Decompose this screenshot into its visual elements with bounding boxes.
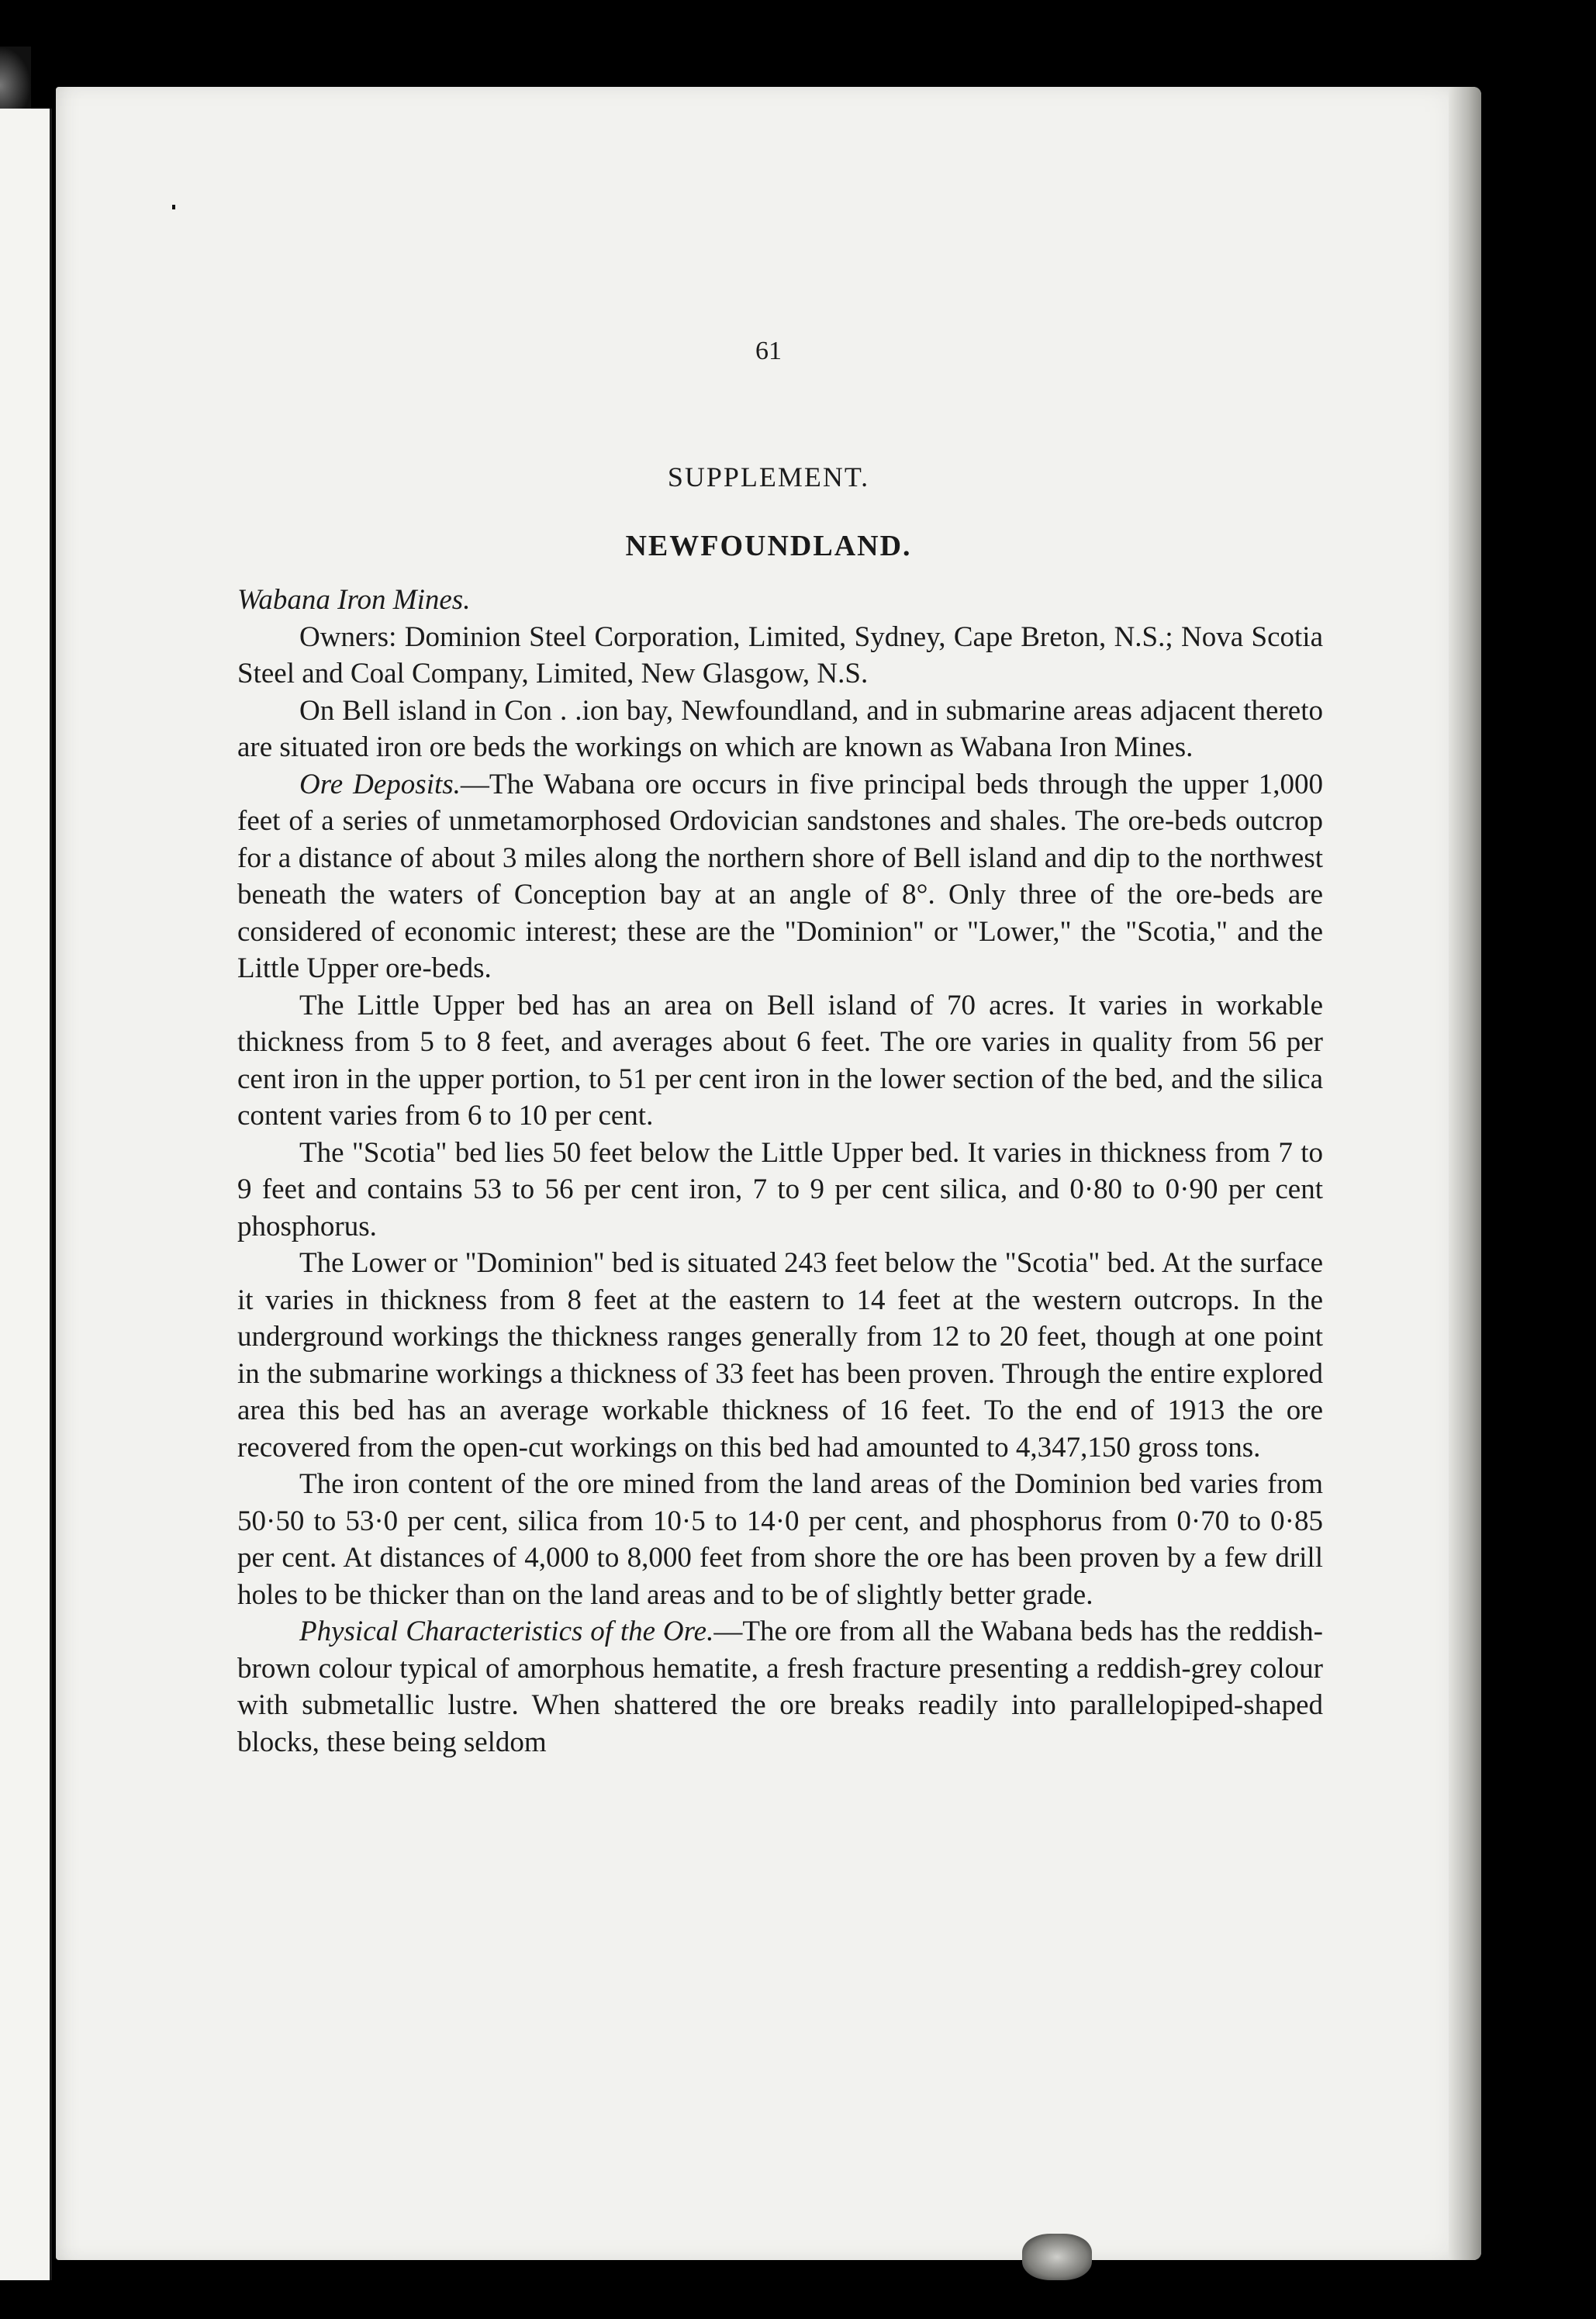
ore-deposits-paragraph [237,766,1323,987]
ore-deposits-heading: Ore Deposits. [299,768,461,800]
ore-deposits-text: —The Wabana ore occurs in five principal beds through the upper 1,000 feet of a series of unmetamorphosed Ordovician sandstones and shales. The ore-beds outcrop for a distance of about 3 miles along the northern shore of Bell island and dip to the northwest beneath the waters of Conception bay at an angle of 8°. Only three of the ore-beds are considered of economic interest; these are the "Dominion" or "Lower," the "Scotia," and the Little Upper ore-beds. [237,768,1323,984]
document-page [56,87,1481,2260]
binding-clip [1022,2234,1092,2280]
speck-mark [172,205,175,209]
country-title: NEWFOUNDLAND. [625,530,912,562]
facing-page-edge [0,109,52,2280]
page-fold-edge [1449,87,1481,2260]
physical-characteristics-heading: Physical Characteristics of the Ore. [299,1616,714,1647]
physical-characteristics-text: —The ore from all the Wabana beds has the reddish-brown colour typical of amorphous hematite, a fresh fracture presenting a reddish-grey colour with submetallic lustre. When shattered the ore breaks readily into parallelopiped-shaped blocks, these being seldom [237,1616,1323,1758]
page-number: 61 [755,337,782,365]
location-paragraph: On Bell island in Con . .ion bay, Newfoundland, and in submarine areas adjacent thereto are situated iron ore beds the workings on which are known as Wabana Iron Mines. [237,694,1323,763]
iron-content-paragraph: The iron content of the ore mined from the land areas of the Dominion bed varies from 50·50 to 53·0 per cent, silica from 10·5 to 14·0 per cent, and phosphorus from 0·70 to 0·85 per cent. At distances of 4,000 to 8,000 feet from shore the ore has been proven by a few drill holes to be thicker than on the land areas and to be of slightly better grade. [237,1468,1323,1611]
section-heading: Wabana Iron Mines. [237,584,471,616]
body-text [237,582,1323,1761]
little-upper-paragraph: The Little Upper bed has an area on Bell island of 70 acres. It varies in workable thickness from 5 to 8 feet, and averages about 6 feet. The ore varies in quality from 56 per cent iron in the upper portion, to 51 per cent iron in the lower section of the bed, and the silica content varies from 6 to 10 per cent. [237,989,1323,1132]
scotia-paragraph: The "Scotia" bed lies 50 feet below the Little Upper bed. It varies in thickness from 7 to 9 feet and contains 53 to 56 per cent iron, 7 to 9 per cent silica, and 0·80 to 0·90 per cent phosphorus. [237,1136,1323,1242]
physical-characteristics-paragraph [237,1613,1323,1761]
owners-paragraph: Owners: Dominion Steel Corporation, Limited, Sydney, Cape Breton, N.S.; Nova Scotia Steel and Coal Company, Limited, New Glasgow, N.S. [237,620,1323,689]
dominion-paragraph: The Lower or "Dominion" bed is situated 243 feet below the "Scotia" bed. At the surface it varies in thickness from 8 feet at the eastern to 14 feet at the western outcrops. In the underground workings the thickness ranges generally from 12 to 20 feet, though at one point in the submarine workings a thickness of 33 feet has been proven. Through the entire explored area this bed has an average workable thickness of 16 feet. To the end of 1913 the ore recovered from the open-cut workings on this bed had amounted to 4,347,150 gross tons. [237,1247,1323,1464]
supplement-title: SUPPLEMENT. [667,461,870,492]
